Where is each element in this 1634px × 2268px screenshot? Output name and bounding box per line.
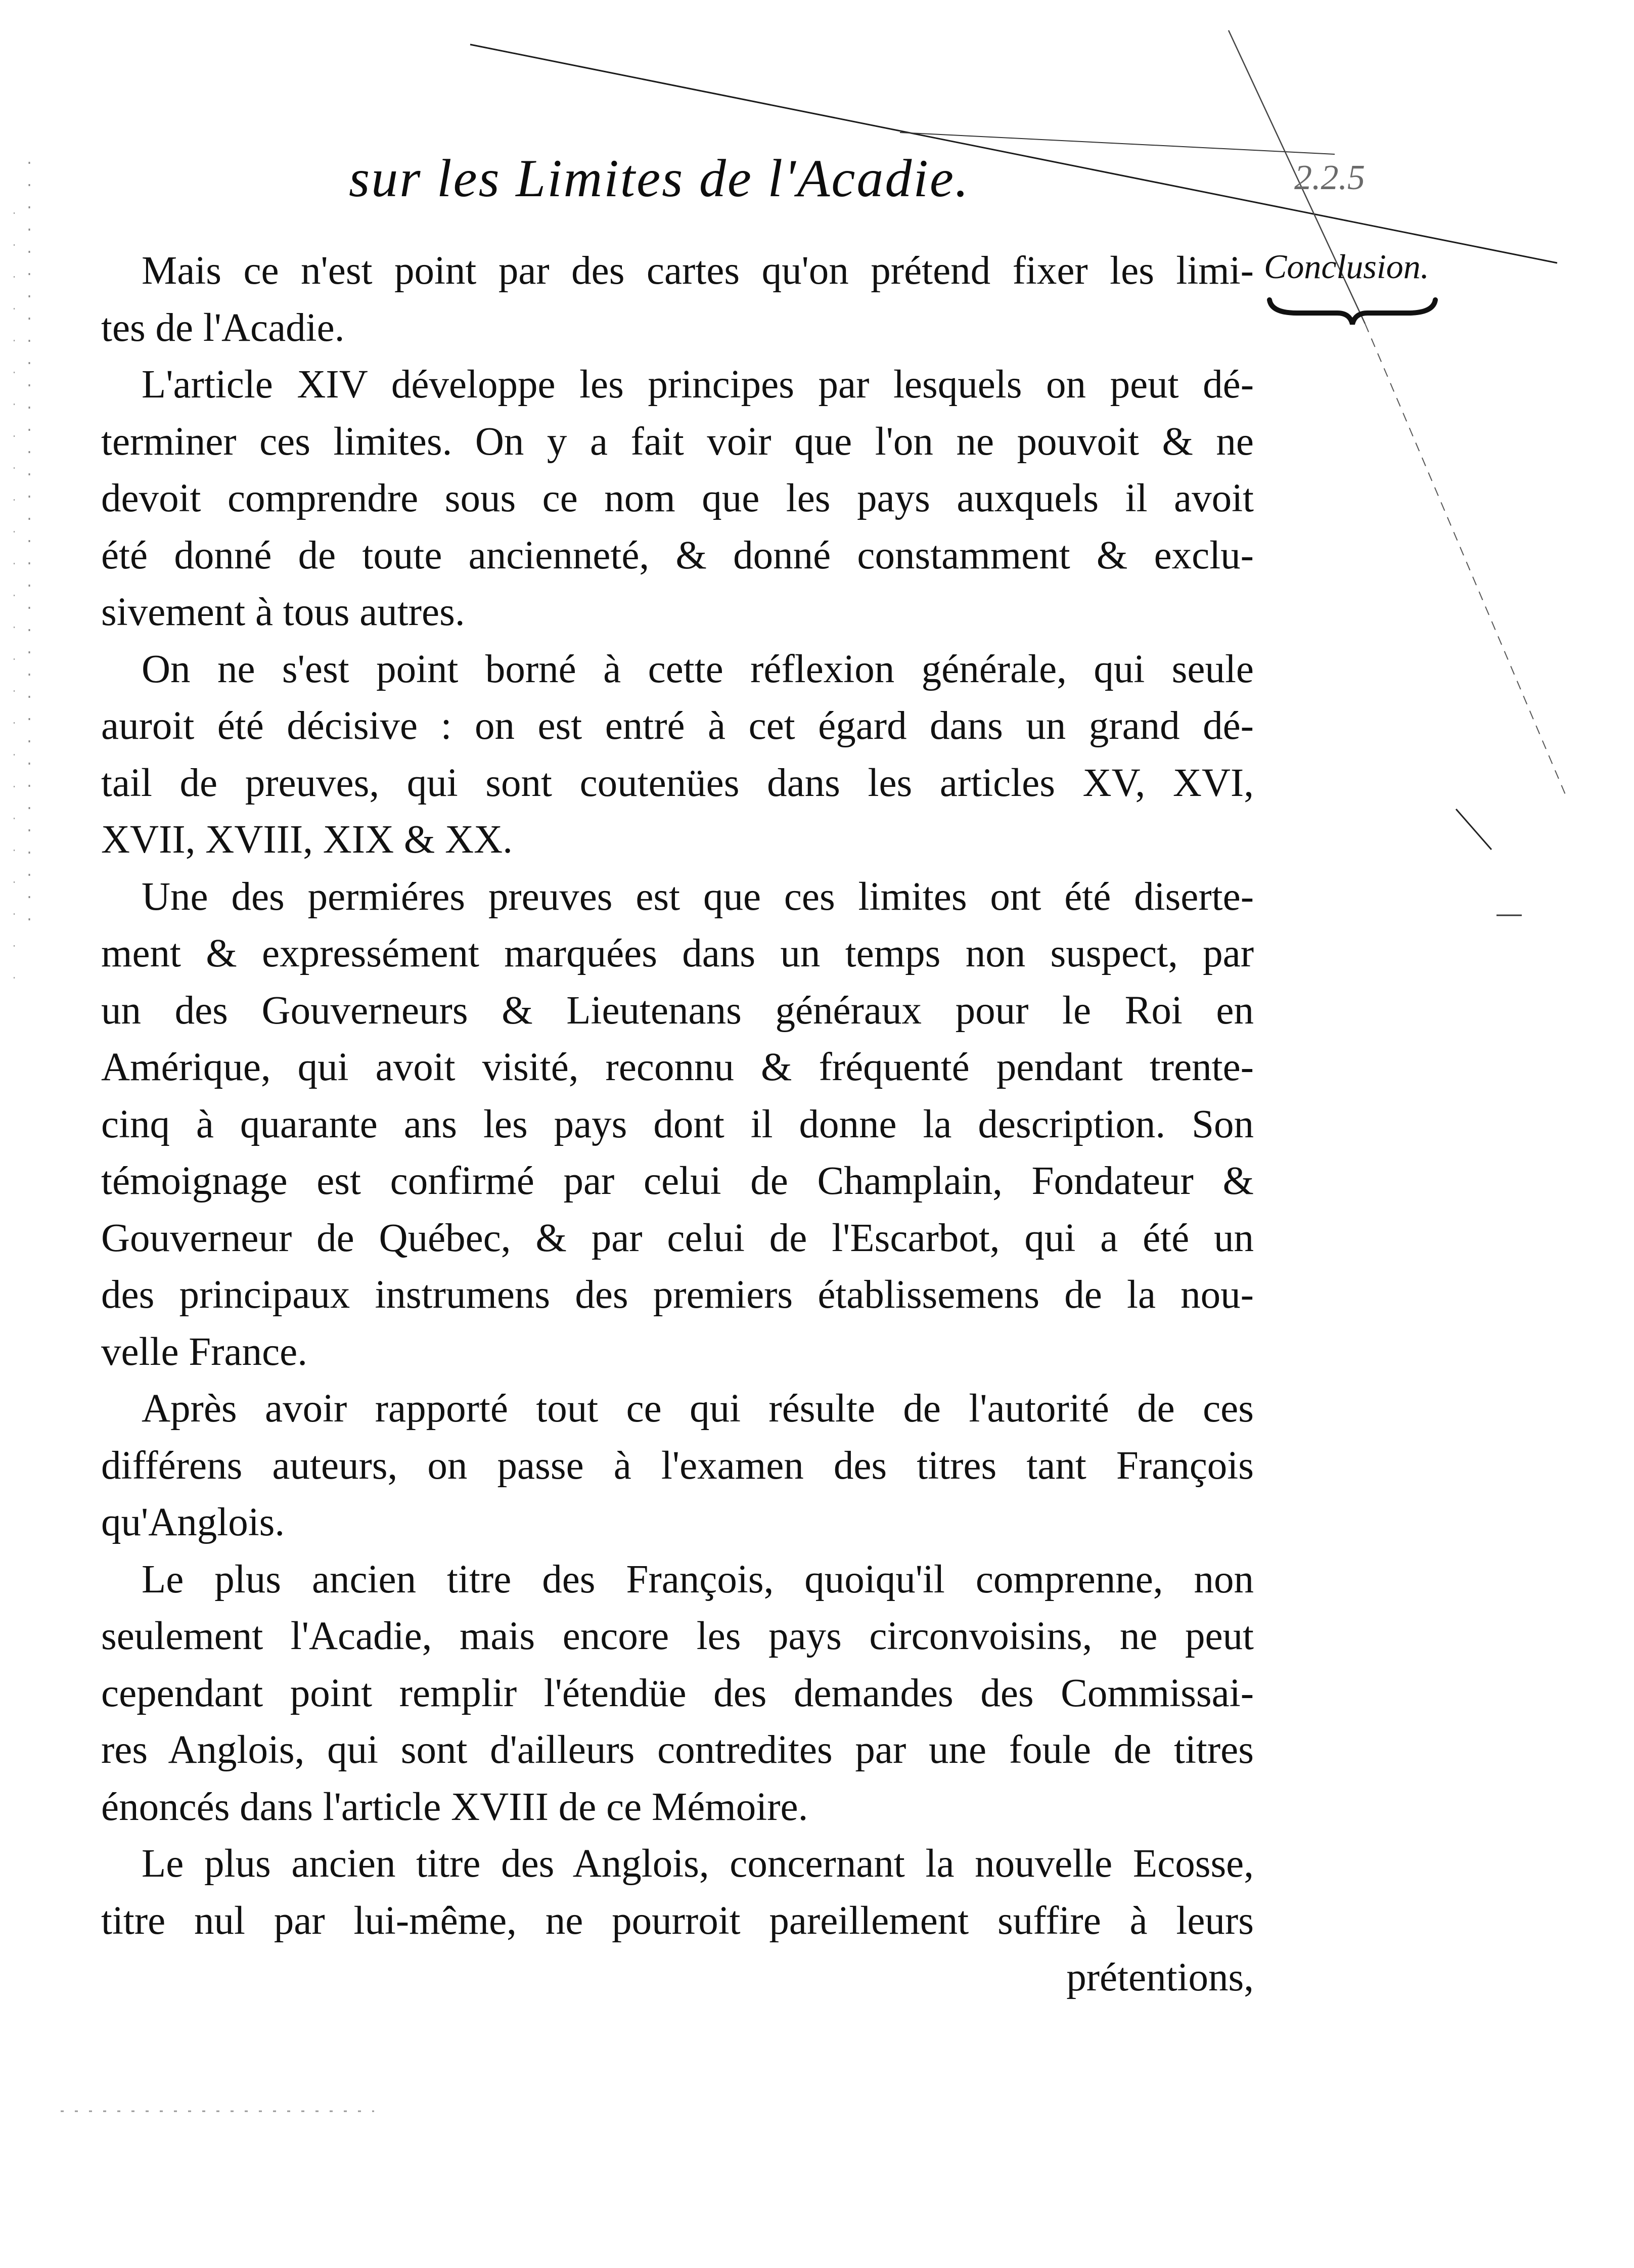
text-line: sivement à tous autres. [101, 590, 465, 634]
paragraph-7 [101, 1836, 1254, 2007]
paragraph-3 [101, 641, 1254, 869]
text-line: XVII, XVIII, XIX & XX. [101, 818, 513, 862]
text-line: Après avoir rapporté tout ce qui résulte de l'autorité de ces [142, 1387, 1254, 1431]
text-line: témoignage est confirmé par celui de Champlain, Fondateur & [101, 1159, 1254, 1203]
text-line: Mais ce n'est point par des cartes qu'on prétend fixer les limi- [142, 249, 1254, 293]
margin-note: Conclusion. [1264, 247, 1429, 286]
text-line: res Anglois, qui sont d'ailleurs contredites par une foule de titres [101, 1728, 1254, 1772]
paragraph-6 [101, 1551, 1254, 1836]
running-title: sur les Limites de l'Acadie. [349, 149, 970, 208]
text-line: velle France. [101, 1329, 307, 1374]
text-line: seulement l'Acadie, mais encore les pays circonvoisins, ne peut [101, 1614, 1254, 1658]
text-line: des principaux instrumens des premiers établissemens de la nou- [101, 1273, 1254, 1317]
text-line: Gouverneur de Québec, & par celui de l'Escarbot, qui a été un [101, 1216, 1254, 1260]
text-line: un des Gouverneurs & Lieutenans généraux pour le Roi en [101, 988, 1254, 1033]
paragraph-1 [101, 243, 1254, 357]
text-line: Le plus ancien titre des François, quoiqu'il comprenne, non [142, 1557, 1254, 1602]
text-line: qu'Anglois. [101, 1500, 285, 1544]
text-line: L'article XIV développe les principes par lesquels on peut dé- [142, 363, 1254, 407]
text-line: cependant point remplir l'étendüe des demandes des Commissai- [101, 1671, 1254, 1715]
text-line: tail de preuves, qui sont coutenües dans les articles XV, XVI, [101, 761, 1254, 805]
text-line: devoit comprendre sous ce nom que les pays auxquels il avoit [101, 476, 1254, 520]
text-line: cinq à quarante ans les pays dont il donne la description. Son [101, 1102, 1254, 1146]
catchword: prétentions, [1066, 1955, 1254, 1999]
paragraph-2 [101, 357, 1254, 641]
text-line: énoncés dans l'article XVIII de ce Mémoire. [101, 1785, 808, 1829]
brace-icon [1266, 296, 1438, 326]
text-line: différens auteurs, on passe à l'examen des titres tant François [101, 1443, 1254, 1488]
text-line: tes de l'Acadie. [101, 305, 345, 350]
text-line: auroit été décisive : on est entré à cet égard dans un grand dé- [101, 704, 1254, 748]
text-line: Amérique, qui avoit visité, reconnu & fréquenté pendant trente- [101, 1045, 1254, 1089]
text-line: On ne s'est point borné à cette réflexion générale, qui seule [142, 647, 1254, 691]
text-line: titre nul par lui-même, ne pourroit pareillement suffire à leurs [101, 1898, 1254, 1943]
body-text [101, 243, 1254, 2007]
paragraph-5 [101, 1381, 1254, 1551]
text-line: Une des permiéres preuves est que ces limites ont été diserte- [142, 874, 1254, 919]
text-line: été donné de toute ancienneté, & donné constamment & exclu- [101, 533, 1254, 577]
text-line: Le plus ancien titre des Anglois, concernant la nouvelle Ecosse, [142, 1842, 1254, 1886]
paragraph-4 [101, 869, 1254, 1381]
page-number: 2.2.5 [1294, 158, 1365, 197]
text-line: terminer ces limites. On y a fait voir que l'on ne pouvoit & ne [101, 419, 1254, 464]
text-line: ment & expressément marquées dans un temps non suspect, par [101, 931, 1254, 975]
